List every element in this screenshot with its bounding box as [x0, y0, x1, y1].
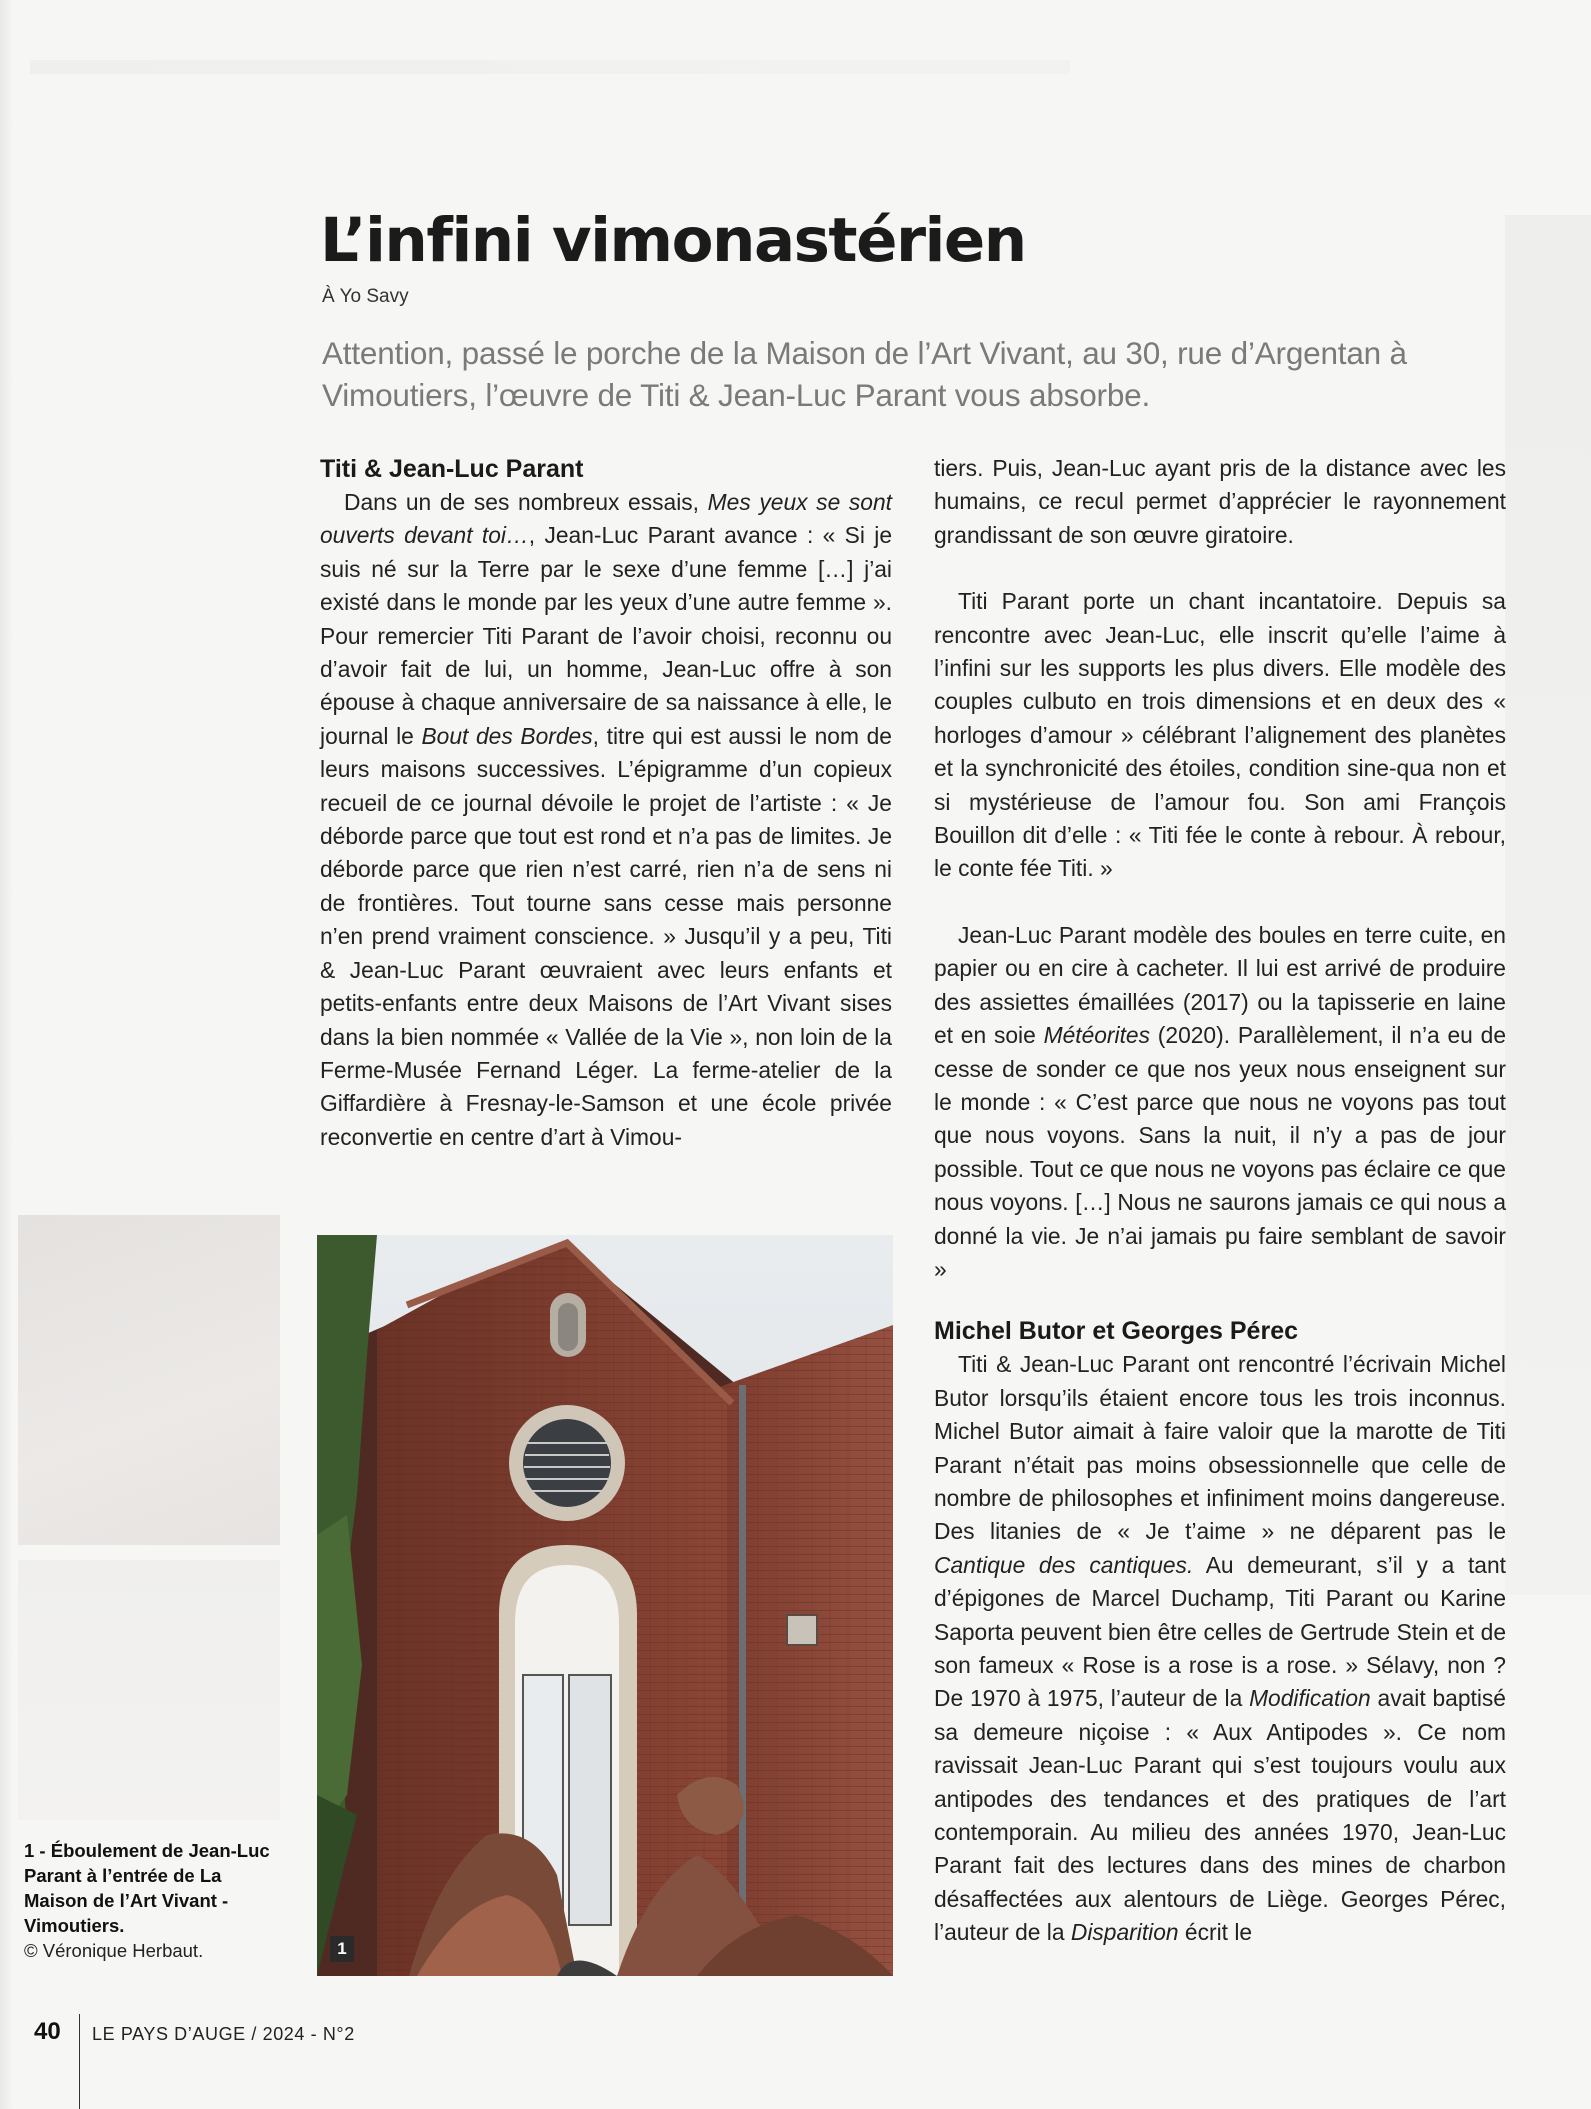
show-through-text — [18, 1560, 280, 1820]
page-number: 40 — [34, 2018, 61, 2045]
article-title: L’infini vimonastérien — [320, 205, 1026, 276]
left-column — [320, 452, 892, 1154]
section-heading-parant: Titi & Jean-Luc Parant — [320, 455, 584, 483]
paragraph: Jean-Luc Parant modèle des boules en terre cuite, en papier ou en cire à cacheter. Il lui est arrivé de produire des assiettes émaillées (2017) ou la tapisserie en laine et en soie Météorites (2020). Parallèlement, il n’a eu de cesse de sonder ce que nos yeux nous enseignent sur le monde : « C’est parce que nous ne voyons pas tout que nous voyons. Sans la nuit, il n’y a pas de jour possible. Tout ce que nous ne voyons pas éclaire ce que nous voyons. […] Nous ne saurons jamais ce qui nous a donné la vie. Je n’ai jamais pu faire semblant de savoir » — [934, 921, 1506, 1282]
section-heading-butor-perec: Michel Butor et Georges Pérec — [934, 1317, 1299, 1346]
right-column — [934, 452, 1506, 1950]
magazine-footer: LE PAYS D’AUGE / 2024 - N°2 — [92, 2024, 355, 2044]
building-photo — [317, 1235, 893, 1976]
photo-credit: © Véronique Herbaut. — [24, 1940, 204, 1961]
photo-number-badge: 1 — [330, 1936, 354, 1962]
lead-paragraph: Attention, passé le porche de la Maison de l’Art Vivant, au 30, rue d’Argentan à Vimoutiers, l’œuvre de Titi & Jean-Luc Parant vous absorbe. — [322, 335, 1407, 413]
page-edge-shade — [0, 0, 14, 2109]
show-through-right — [1505, 215, 1591, 1595]
photo-caption — [24, 1838, 294, 1963]
paragraph: Dans un de ses nombreux essais, Mes yeux se sont ouverts devant toi…, Jean-Luc Parant avance : « Si je suis né sur la Terre par le sexe d’une femme […] j’ai existé dans le monde par les yeux d’une autre femme ». Pour remercier Titi Parant de l’avoir choisi, reconnu ou d’avoir fait de lui, un homme, Jean-Luc offre à son épouse à chaque anniversaire de sa naissance à elle, le journal le Bout des Bordes, titre qui est aussi le nom de leurs maisons successives. L’épigramme d’un copieux recueil de ce journal dévoile le projet de l’artiste : « Je déborde parce que tout est rond et n’a pas de limites. Je déborde parce que rien n’est carré, rien n’a de sens ni de frontières. Tout tourne sans cesse mais personne n’en prend vraiment conscience. » Jusqu’il y a peu, Titi & Jean-Luc Parant œuvraient avec leurs enfants et petits-enfants entre deux Maisons de l’Art Vivant sises dans la bien nommée « Vallée de la Vie », non loin de la Ferme-Musée Fernand Léger. La ferme-atelier de la Giffardière à Fresnay-le-Samson et une école privée reconvertie en centre d’art à Vimou- — [320, 489, 893, 1150]
show-through-band — [30, 60, 1070, 74]
paragraph: Titi Parant porte un chant incantatoire. Depuis sa rencontre avec Jean-Luc, elle inscrit qu’elle l’aime à l’infini sur les supports les plus divers. Elle modèle des couples culbuto en trois dimensions et en deux des « horloges d’amour » célébrant l’alignement des planètes et la synchronicité des étoiles, condition sine-qua non et si mystérieuse de l’amour fou. Son ami François Bouillon dit d’elle : « Titi fée le conte à rebour. À rebour, le conte fée Titi. » — [934, 588, 1506, 882]
paragraph: tiers. Puis, Jean-Luc ayant pris de la distance avec les humains, ce recul permet d’apprécier le rayonnement grandissant de son œuvre giratoire. — [934, 455, 1506, 548]
caption-title: 1 - Éboulement de Jean-Luc Parant à l’entrée de La Maison de l’Art Vivant - Vimoutiers. — [24, 1840, 270, 1936]
show-through-image — [18, 1215, 280, 1545]
dedication: À Yo Savy — [322, 286, 409, 307]
paragraph: Titi & Jean-Luc Parant ont rencontré l’écrivain Michel Butor lorsqu’ils étaient encore tous les trois inconnus. Michel Butor aimait à faire valoir que la marotte de Titi Parant n’était pas moins obsessionnelle que celle de nombre de philosophes et infiniment moins dangereuse. Des litanies de « Je t’aime » ne déparent pas le Cantique des cantiques. Au demeurant, s’il y a tant d’épigones de Marcel Duchamp, Titi Parant ou Karine Saporta peuvent bien être celles de Gertrude Stein et de son fameux « Rose is a rose is a rose. » Sélavy, non ? De 1970 à 1975, l’auteur de la Modification avait baptisé sa demeure niçoise : « Aux Antipodes ». Ce nom ravissait Jean-Luc Parant qui s’est toujours voulu aux antipodes des tendances et des pratiques de l’art contemporain. Au milieu des années 1970, Jean-Luc Parant fait des lectures dans des mines de charbon désaffectées aux alentours de Liège. Georges Pérec, l’auteur de la Disparition écrit le — [934, 1351, 1506, 1946]
footer-rule — [79, 2014, 80, 2109]
